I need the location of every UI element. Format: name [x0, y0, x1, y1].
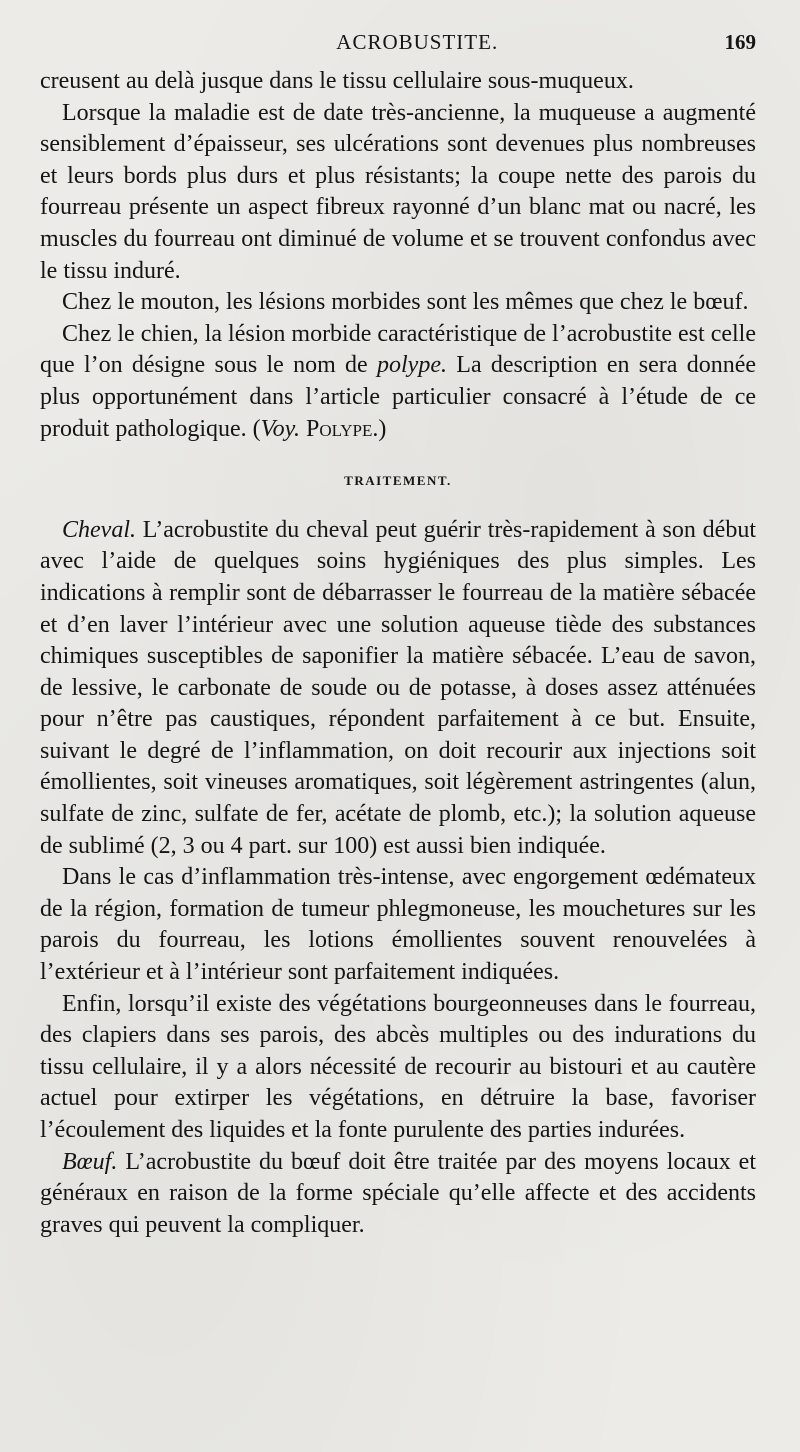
paragraph-text: Dans le cas d’inflammation très-intense, avec engorgement œdémateux de la région, formation de tumeur phlegmoneuse, les mouchetures sur les parois du fourreau, les lotions émollientes souvent renouvelées à l’extérieur et à l’intérieur sont parfaitement indiquées. — [40, 864, 756, 986]
paragraph-surgery — [40, 989, 756, 1147]
paragraph-text: L’acrobustite du cheval peut guérir très-rapidement à son début avec l’aide de quelques soins hygiéniques des plus simples. Les indications à remplir sont de débarrasser le fourreau de la matière sébacée et d’en laver l’intérieur avec une solution aqueuse tiède des substances chimiques susceptibles de saponifier la matière sébacée. L’eau de savon, de lessive, le carbonate de soude ou de potasse, à doses assez atténuées pour n’être pas caustiques, répondent parfaitement à ce but. Ensuite, suivant le degré de l’inflammation, on doit recourir aux injections soit émollientes, soit vineuses aromatiques, soit légèrement astringentes (alun, sulfate de zinc, sulfate de fer, acétate de plomb, etc.); la solution aqueuse de sublimé (2, 3 ou 4 part. sur 100) est aussi bien indiquée. — [40, 516, 756, 859]
paragraph-text: creusent au delà jusque dans le tissu cellulaire sous-muqueux. — [40, 68, 634, 94]
paragraph-text: Chez le mouton, les lésions morbides sont les mêmes que chez le bœuf. — [62, 289, 749, 316]
cross-reference: Polype — [305, 415, 373, 442]
italic-term-polype: polype. — [377, 352, 447, 379]
paragraph-lead-italic: Cheval. — [62, 516, 136, 543]
page-number: 169 — [724, 30, 756, 54]
paragraph-continuation — [40, 66, 756, 98]
paragraph-horse — [40, 515, 756, 863]
paragraph-text: .) — [372, 415, 387, 442]
paragraph-text: Chez le chien, la lésion morbide caractéristique de l’acrobustite est celle que l’on désigne sous le nom de — [40, 320, 756, 379]
paragraph-chronic-stage — [40, 98, 756, 288]
paragraph-text: Enfin, lorsqu’il existe des végétations bourgeonneuses dans le fourreau, des clapiers dans ses parois, des abcès multiples ou des indurations du tissu cellulaire, il y a alors nécessité de recourir au bistouri et au cautère actuel pour extirper les végétations, en détruire la base, favoriser l’écoulement des liquides et la fonte purulente des parties indurées. — [40, 990, 756, 1143]
paragraph-intense-inflammation — [40, 862, 756, 988]
running-head — [40, 30, 756, 66]
paragraph-dog — [40, 319, 756, 445]
paragraph-ox — [40, 1147, 756, 1242]
paragraph-sheep — [40, 287, 756, 319]
italic-abbrev-voy: Voy. — [260, 415, 300, 442]
paragraph-lead-italic: Bœuf. — [62, 1148, 118, 1175]
running-title: ACROBUSTITE. — [336, 30, 499, 54]
paragraph-text: L’acrobustite du bœuf doit être traitée par des moyens locaux et généraux en raison de la forme spéciale qu’elle affecte et des accidents graves qui peuvent la compliquer. — [40, 1148, 756, 1238]
body-text — [40, 66, 756, 1241]
paragraph-text: La description en sera donnée plus opportunément dans l’article particulier consacré à l’étude de ce produit pathologique. ( — [40, 352, 756, 442]
paragraph-text: Lorsque la maladie est de date très-ancienne, la muqueuse a augmenté sensiblement d’épaisseur, ses ulcérations sont devenues plus nombreuses et leurs bords plus durs et plus résistants; la coupe nette des parois du fourreau présente un aspect fibreux rayonné d’un blanc mat ou nacré, les muscles du fourreau ont diminué de volume et se trouvent confondus avec le tissu induré. — [40, 99, 756, 284]
section-heading: TRAITEMENT. — [344, 473, 452, 489]
